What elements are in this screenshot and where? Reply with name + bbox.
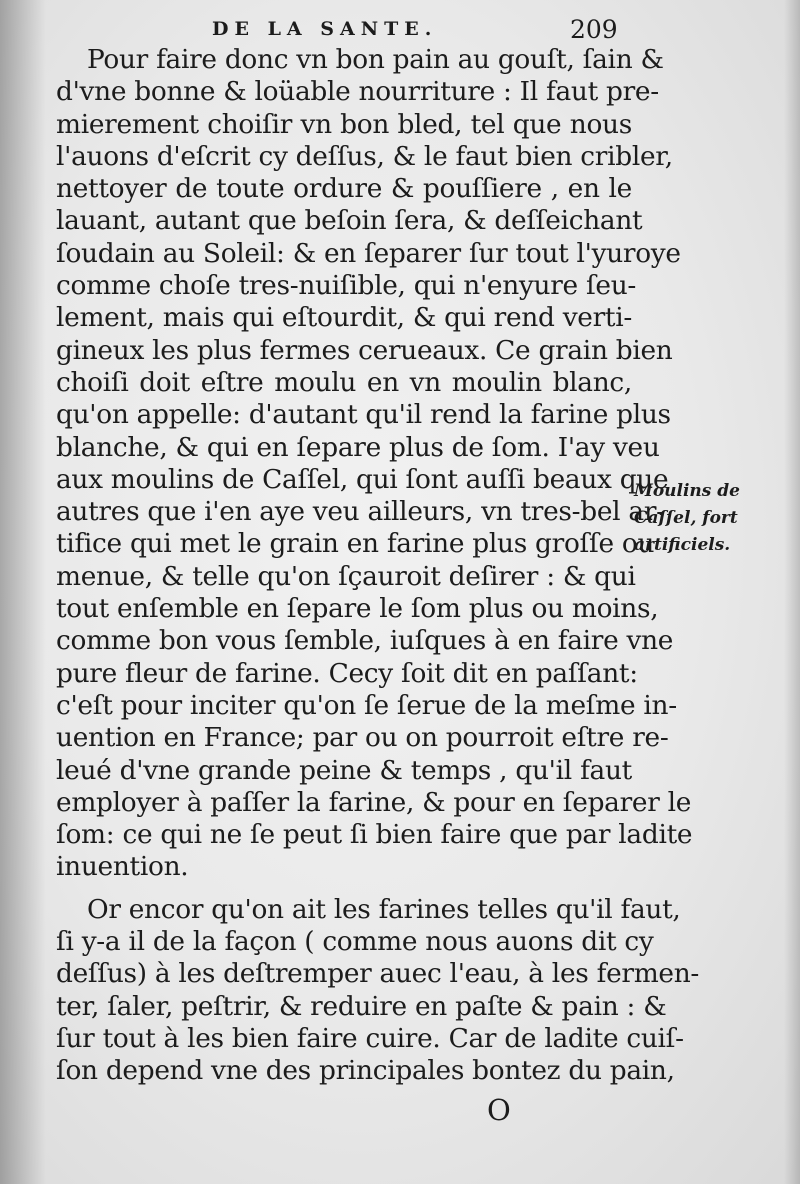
text-line: ſi y-a il de la façon ( comme nous auons dit cy bbox=[56, 926, 654, 958]
text-line: pure fleur de farine. Cecy ſoit dit en paſſant: bbox=[56, 657, 638, 689]
text-line: gineux les plus fermes cerueaux. Ce grain bien bbox=[56, 334, 673, 366]
text-line: ſur tout à les bien faire cuire. Car de ladite cuiſ- bbox=[56, 1022, 684, 1054]
text-line: lauant, autant que beſoin ſera, & deſſeichant bbox=[56, 205, 643, 237]
text-line: Pour faire donc vn bon pain au gouſt, ſain & bbox=[87, 44, 664, 75]
text-line: uention en France; par ou on pourroit eſtre re- bbox=[56, 722, 669, 754]
text-line: aux moulins de Caſſel, qui ſont auſſi beaux que bbox=[56, 463, 669, 495]
margin-note bbox=[634, 478, 796, 559]
text-line: comme choſe tres-nuiſible, qui n'enyure ſeu- bbox=[56, 270, 637, 302]
text-line: ſoudain au Soleil: & en ſeparer ſur tout l'yuroye bbox=[56, 237, 681, 269]
text-line: nettoyer de toute ordure & pouſſiere , en le bbox=[56, 173, 632, 205]
text-line: autres que i'en aye veu ailleurs, vn tres-bel ar- bbox=[56, 496, 665, 528]
text-line: l'auons d'eſcrit cy deſſus, & le faut bien cribler, bbox=[56, 140, 673, 172]
page-number: 209 bbox=[570, 15, 618, 44]
text-line: comme bon vous ſemble, iuſques à en faire vne bbox=[56, 625, 674, 657]
text-line: ter, ſaler, peſtrir, & reduire en paſte & pain : & bbox=[56, 990, 667, 1022]
running-head: DE LA SANTE. bbox=[212, 18, 438, 40]
text-line: blanche, & qui en ſepare plus de ſom. I'ay veu bbox=[56, 431, 660, 463]
margin-note-line: artificiels. bbox=[634, 535, 731, 555]
text-line: inuention. bbox=[56, 851, 189, 883]
text-line: employer à paſſer la farine, & pour en ſeparer le bbox=[56, 786, 692, 818]
text-line: tifice qui met le grain en farine plus groſſe ou bbox=[56, 528, 655, 560]
page-edge-shadow bbox=[784, 0, 800, 1184]
signature-mark: O bbox=[487, 1093, 511, 1127]
text-line: choiſi doit eſtre moulu en vn moulin blanc, bbox=[56, 366, 632, 398]
spine-shadow bbox=[0, 0, 46, 1184]
text-line: d'vne bonne & loüable nourriture : Il faut pre- bbox=[56, 76, 659, 108]
text-line: ſon depend vne des principales bontez du pain, bbox=[56, 1055, 675, 1087]
text-line: mierement choiſir vn bon bled, tel que nous bbox=[56, 108, 632, 140]
text-line: menue, & telle qu'on ſçauroit deſirer : & qui bbox=[56, 560, 636, 592]
text-line: deſſus) à les deſtremper auec l'eau, à les fermen- bbox=[56, 958, 700, 990]
paragraph-gap bbox=[56, 884, 632, 894]
margin-note-line: Caſſel, fort bbox=[634, 508, 738, 528]
text-line: ſom: ce qui ne ſe peut ſi bien faire que par ladite bbox=[56, 819, 693, 851]
text-line: tout enſemble en ſepare le ſom plus ou moins, bbox=[56, 593, 659, 625]
margin-note-line: Moulins de bbox=[634, 481, 740, 501]
text-line: lement, mais qui eſtourdit, & qui rend verti- bbox=[56, 302, 632, 334]
text-line: c'eſt pour inciter qu'on ſe ſerue de la meſme in- bbox=[56, 689, 677, 721]
text-line: leué d'vne grande peine & temps , qu'il faut bbox=[56, 754, 632, 786]
text-line: qu'on appelle: d'autant qu'il rend la farine plus bbox=[56, 399, 671, 431]
text-line: Or encor qu'on ait les farines telles qu'il faut, bbox=[87, 893, 681, 925]
